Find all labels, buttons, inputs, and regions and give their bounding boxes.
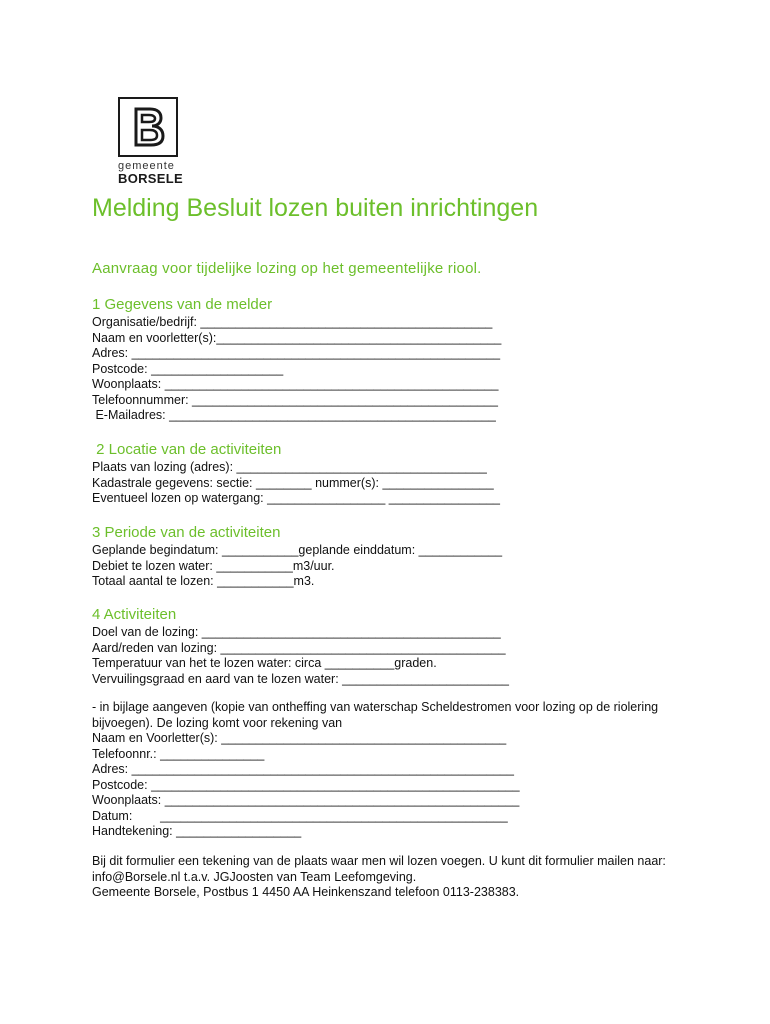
document-subtitle: Aanvraag voor tijdelijke lozing op het gemeentelijke riool.	[92, 260, 482, 277]
section-locatie	[92, 441, 672, 507]
attachment-instruction: - in bijlage aangeven (kopie van ontheffing van waterschap Scheldestromen voor lozing op de riolering bijvoegen). De lozing komt voor rekening van	[92, 700, 659, 730]
section-activiteiten	[92, 606, 672, 687]
section-bijlage	[92, 700, 672, 840]
field-telefoon: Telefoonnummer: ____________________________________________	[92, 392, 498, 407]
field-naam: Naam en voorletter(s):_________________________________________	[92, 330, 502, 345]
municipality-logo	[118, 97, 184, 186]
footer-instruction: Bij dit formulier een tekening van de plaats waar men wil lozen voegen. U kunt dit formulier mailen naar: info@Borsele.nl t.a.v. JGJoosten van Team Leefomgeving.	[92, 854, 666, 884]
document-title: Melding Besluit lozen buiten inrichtingen	[92, 194, 539, 222]
field-aard: Aard/reden van lozing: _________________________________________	[92, 640, 506, 655]
field-debiet: Debiet te lozen water: ___________m3/uur.	[92, 558, 335, 573]
field-watergang: Eventueel lozen op watergang: _________________ ________________	[92, 491, 501, 505]
field-email: E-Mailadres: _______________________________________________	[92, 408, 496, 422]
field-adres: Adres: _____________________________________________________	[92, 346, 501, 360]
field-postcode-2: Postcode: _____________________________________________________	[92, 777, 520, 792]
field-temperatuur: Temperatuur van het te lozen water: circa __________graden.	[92, 656, 437, 670]
field-naam-voorletters: Naam en Voorletter(s): _________________________________________	[92, 731, 507, 745]
section-periode	[92, 524, 672, 590]
section-heading: 1 Gegevens van de melder	[92, 296, 273, 313]
field-doel: Doel van de lozing: ___________________________________________	[92, 625, 501, 639]
field-woonplaats: Woonplaats: ________________________________________________	[92, 377, 499, 391]
logo-name: BORSELE	[118, 171, 183, 186]
field-telefoonnr: Telefoonnr.: _______________	[92, 746, 265, 761]
logo-b-icon	[118, 97, 178, 157]
field-vervuilingsgraad: Vervuilingsgraad en aard van te lozen water: ________________________	[92, 671, 509, 686]
field-begindatum: Geplande begindatum: ___________geplande einddatum: ____________	[92, 543, 503, 557]
logo-subtext: gemeente	[118, 160, 175, 172]
section-heading: 4 Activiteiten	[92, 606, 177, 623]
field-organisatie: Organisatie/bedrijf: __________________________________________	[92, 315, 493, 329]
section-heading: 3 Periode van de activiteiten	[92, 524, 281, 541]
field-adres-2: Adres: _______________________________________________________	[92, 762, 514, 776]
field-woonplaats-2: Woonplaats: ___________________________________________________	[92, 793, 520, 807]
field-kadastrale-gegevens: Kadastrale gegevens: sectie: ________ nummer(s): ________________	[92, 475, 494, 490]
field-postcode: Postcode: ___________________	[92, 361, 284, 376]
footer	[92, 854, 672, 901]
section-heading: 2 Locatie van de activiteiten	[92, 441, 282, 458]
field-datum: Datum: __________________________________________________	[92, 808, 508, 823]
field-plaats-lozing: Plaats van lozing (adres): ____________________________________	[92, 460, 487, 474]
section-melder	[92, 296, 672, 424]
field-handtekening: Handtekening: __________________	[92, 824, 302, 838]
footer-contact: Gemeente Borsele, Postbus 1 4450 AA Heinkenszand telefoon 0113-238383.	[92, 885, 520, 899]
field-totaal: Totaal aantal te lozen: ___________m3.	[92, 574, 315, 588]
